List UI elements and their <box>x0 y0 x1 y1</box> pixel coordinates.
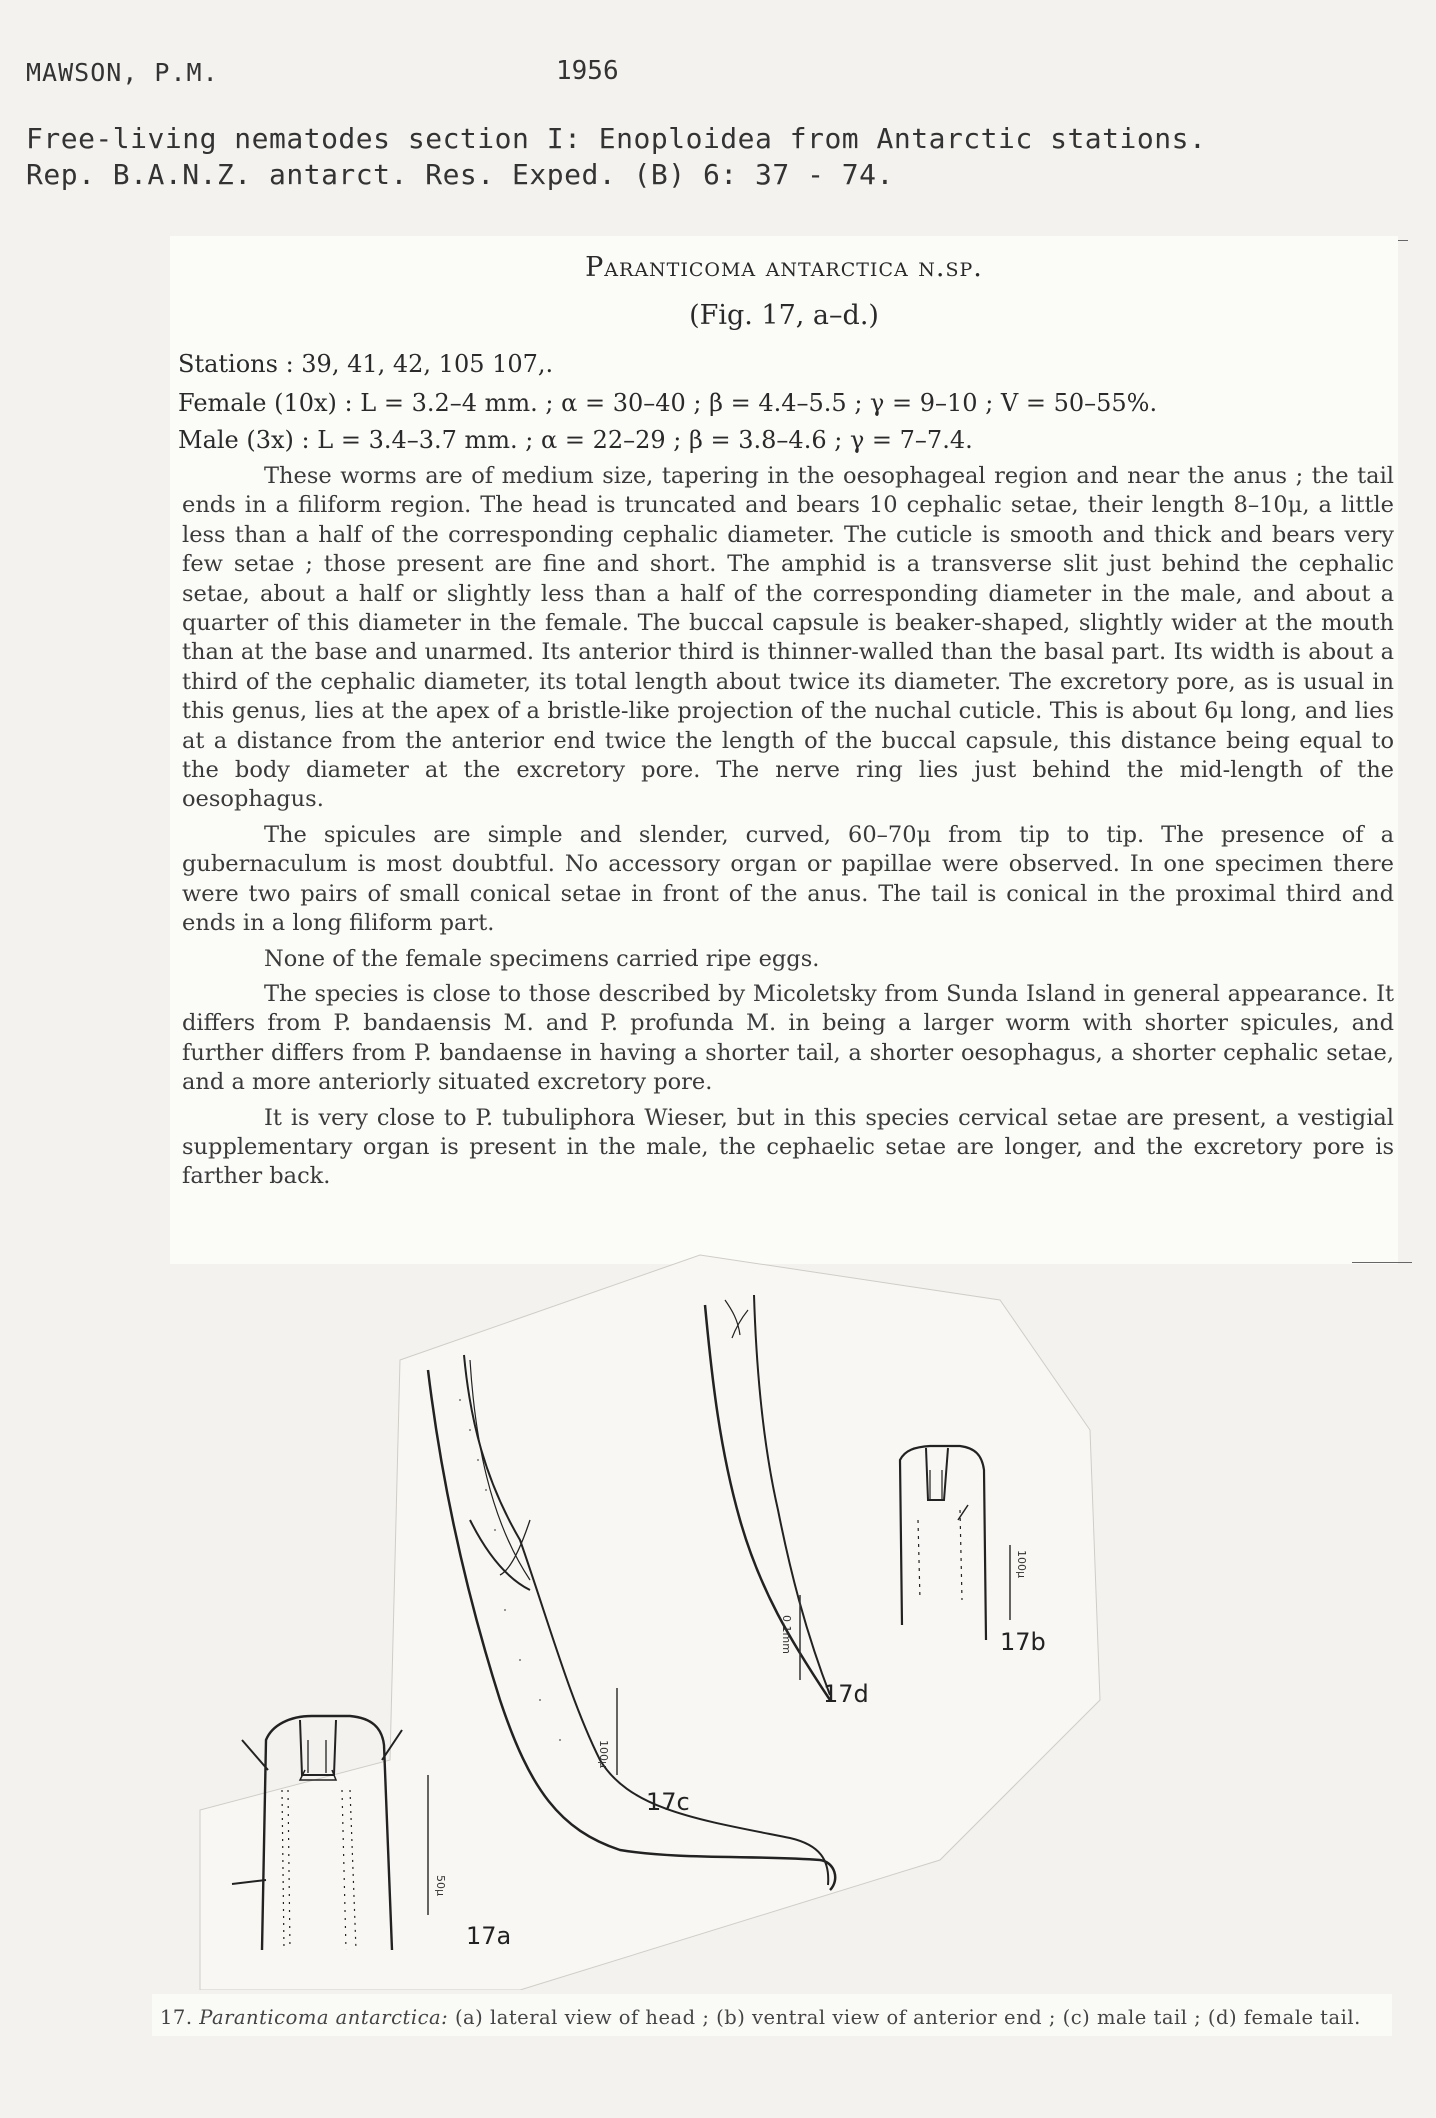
figure-label-17b: 17b <box>1000 1628 1046 1656</box>
publication-reference: Rep. B.A.N.Z. antarct. Res. Exped. (B) 6: 37 - 74. <box>26 158 894 191</box>
paragraph: These worms are of medium size, tapering in the oesophageal region and near the anus ; the tail ends in a filiform region. The head is truncated and bears 10 cephalic setae, their length 8–10μ, a little less than a half of the corresponding cephalic diameter. The cuticle is smooth and thick and bears very few setae ; those present are fine and short. The amphid is a transverse slit just behind the cephalic setae, about a half or slightly less than a half of the corresponding diameter in the male, and about a quarter of this diameter in the female. The buccal capsule is beaker-shaped, slightly wider at the mouth than at the base and unarmed. Its anterior third is thinner-walled than the basal part. Its width is about a third of the cephalic diameter, its total length about twice its diameter. The excretory pore, as is usual in this genus, lies at the apex of a bristle-like projection of the nuchal cuticle. This is about 6μ long, and lies at a distance from the anterior end twice the length of the buccal capsule, this distance being equal to the body diameter at the excretory pore. The nerve ring lies just behind the mid-length of the oesophagus. <box>182 463 1394 813</box>
male-measurements: Male (3x) : L = 3.4–3.7 mm. ; α = 22–29 ; β = 3.8–4.6 ; γ = 7–7.4. <box>178 426 973 454</box>
figure-label-17c: 17c <box>646 1788 690 1816</box>
paragraph: None of the female specimens carried ripe eggs. <box>264 945 820 972</box>
scale-label-17a: 50μ <box>434 1875 447 1896</box>
species-heading: Paranticoma antarctica n.sp. <box>585 252 983 283</box>
scale-label-17b: 100μ <box>1015 1550 1028 1578</box>
text-clipping <box>170 236 1398 1264</box>
paragraph: The species is close to those described by Micoletsky from Sunda Island in general appearance. It differs from P. bandaensis M. and P. profunda M. in being a larger worm with shorter spicules, and further differs from P. bandaense in having a shorter tail, a shorter oesophagus, a shorter cephalic setae, and a more anteriorly situated excretory pore. <box>182 980 1394 1096</box>
figure-label-17a: 17a <box>466 1922 512 1950</box>
author-line: MAWSON, P.M. <box>26 58 219 87</box>
description-text <box>182 462 1394 1198</box>
scale-label-17d: 0.1mm <box>780 1615 793 1654</box>
figure-plate <box>0 1250 1436 1990</box>
publication-title: Free-living nematodes section I: Enoploidea from Antarctic stations. <box>26 122 1207 155</box>
paragraph: It is very close to P. tubuliphora Wieser, but in this species cervical setae are present, a vestigial supplementary organ is present in the male, the cephaelic setae are longer, and the excretory pore is farther back. <box>182 1104 1394 1190</box>
caption-text: (a) lateral view of head ; (b) ventral view of anterior end ; (c) male tail ; (d) female tail. <box>454 2006 1361 2029</box>
scale-label-17c: 100μ <box>597 1740 610 1768</box>
female-measurements: Female (10x) : L = 3.2–4 mm. ; α = 30–40 ; β = 4.4–5.5 ; γ = 9–10 ; V = 50–55%. <box>178 389 1158 417</box>
caption-number: 17. <box>160 2006 193 2029</box>
stations-line: Stations : 39, 41, 42, 105 107,. <box>178 350 554 378</box>
figure-cutout-paper <box>200 1255 1100 1990</box>
year: 1956 <box>556 56 619 86</box>
paragraph: The spicules are simple and slender, curved, 60–70μ from tip to tip. The presence of a gubernaculum is most doubtful. No accessory organ or papillae were observed. In one specimen there were two pairs of small conical setae in front of the anus. The tail is conical in the proximal third and ends in a long filiform part. <box>182 821 1394 937</box>
figure-reference: (Fig. 17, a–d.) <box>689 300 879 331</box>
figure-label-17d: 17d <box>823 1680 869 1708</box>
figure-caption <box>160 2006 1390 2029</box>
caption-species: Paranticoma antarctica: <box>199 2006 449 2029</box>
